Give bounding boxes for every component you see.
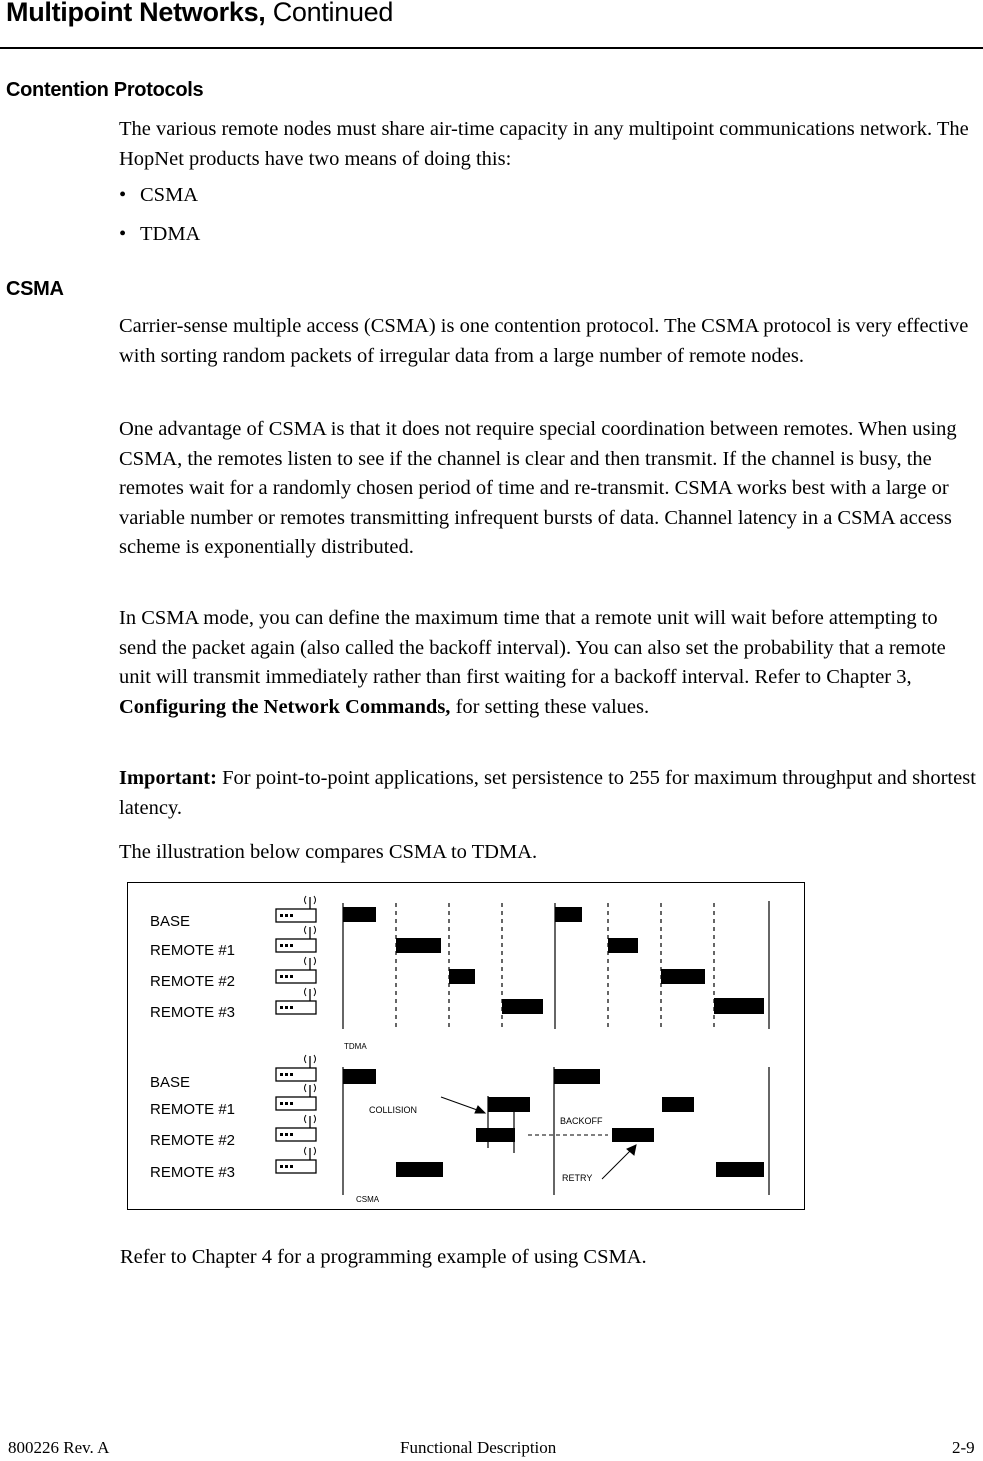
radio-unit-icon (276, 1147, 316, 1173)
header-rule (0, 47, 983, 49)
collision-arrow (441, 1097, 480, 1111)
paragraph-illustration-intro: The illustration below compares CSMA to TDMA. (119, 841, 538, 863)
csma-packet-remote2-retry (612, 1128, 654, 1142)
tdma-slot-remote2 (449, 969, 475, 984)
header-title-rest: Continued (265, 0, 394, 27)
bullet-dot-icon: • (119, 184, 127, 206)
csma-mode-text-end: for setting these values. (450, 695, 650, 718)
collision-label: COLLISION (369, 1105, 418, 1115)
csma-row-label: REMOTE #2 (150, 1132, 236, 1149)
collision-arrowhead (475, 1106, 485, 1113)
important-text: For point-to-point applications, set persistence to 255 for maximum throughput and shortest latency. (119, 767, 976, 819)
tdma-row-label: REMOTE #2 (150, 973, 236, 990)
paragraph-csma-advantage: One advantage of CSMA is that it does not require special coordination between remotes. When using CSMA, the remotes listen to see if the channel is clear and then transmit. If the channel is busy, the remotes wait for a randomly chosen period of time and re-transmit. CSMA works best with a large or variable number or remotes transmitting infrequent bursts of data. Channel latency in a CSMA access scheme is exponentially distributed. (119, 418, 957, 558)
radio-unit-icon (276, 988, 316, 1014)
csma-packet-remote3 (396, 1162, 443, 1177)
tdma-slot-base (555, 907, 582, 922)
header-title-bold: Multipoint Networks, (6, 0, 266, 27)
tdma-slot-base (343, 907, 376, 922)
csma-packet-remote1 (662, 1097, 694, 1112)
bullet-text: TDMA (140, 223, 201, 245)
radio-unit-icon (276, 957, 316, 983)
csma-packet-remote1 (488, 1097, 530, 1112)
csma-tdma-figure (127, 882, 805, 1210)
retry-label: RETRY (562, 1173, 593, 1183)
paragraph-important (119, 764, 977, 823)
csma-caption: CSMA (356, 1195, 380, 1204)
bullet-item (119, 223, 200, 246)
paragraph-chapter4-reference: Refer to Chapter 4 for a programming example of using CSMA. (120, 1246, 647, 1268)
tdma-row-label: REMOTE #1 (150, 942, 236, 959)
footer-page-number: 2-9 (952, 1438, 975, 1457)
retry-arrowhead (627, 1145, 636, 1155)
csma-row-label: REMOTE #1 (150, 1101, 236, 1118)
tdma-slot-remote1 (396, 938, 441, 953)
bullet-text: CSMA (140, 184, 199, 206)
csma-mode-text: In CSMA mode, you can define the maximum time that a remote unit will wait before attempting to send the packet again (also called the backoff interval). You can also set the probability that a remote unit will transmit immediately rather than first waiting for a backoff interval. Refer to Chapter 3, (119, 607, 946, 688)
important-label: Important: (119, 767, 217, 789)
retry-arrow (602, 1148, 633, 1179)
radio-unit-icon (276, 896, 316, 922)
tdma-slot-remote1 (608, 938, 638, 953)
tdma-row-label: REMOTE #3 (150, 1004, 236, 1021)
bullet-item (119, 184, 198, 207)
paragraph-csma-definition: Carrier-sense multiple access (CSMA) is one contention protocol. The CSMA protocol is very effective with sorting random packets of irregular data from a large number of remote nodes. (119, 315, 969, 367)
tdma-slot-remote3 (714, 998, 764, 1014)
page-header (6, 0, 393, 28)
footer-section-title: Functional Description (400, 1438, 557, 1457)
csma-packet-base (554, 1069, 600, 1084)
heading-csma: CSMA (6, 278, 64, 300)
csma-packet-remote2 (476, 1128, 515, 1142)
heading-contention-protocols: Contention Protocols (6, 79, 204, 101)
csma-row-label: BASE (150, 1074, 191, 1091)
radio-unit-icon (276, 1084, 316, 1110)
footer-doc-number: 800226 Rev. A (8, 1438, 110, 1457)
tdma-slot-remote2 (661, 969, 705, 984)
csma-row-label: REMOTE #3 (150, 1164, 236, 1181)
bullet-dot-icon: • (119, 223, 127, 245)
tdma-caption: TDMA (344, 1042, 367, 1051)
backoff-label: BACKOFF (560, 1116, 603, 1126)
csma-packet-base (343, 1069, 376, 1084)
tdma-slots (343, 907, 764, 1014)
radio-unit-icon (276, 1055, 316, 1081)
tdma-row-label: BASE (150, 913, 191, 930)
radio-unit-icon (276, 1115, 316, 1141)
paragraph-csma-mode (119, 604, 977, 722)
csma-arrows (441, 1097, 636, 1179)
paragraph-intro: The various remote nodes must share air-time capacity in any multipoint communications network. The HopNet products have two means of doing this: (119, 118, 969, 170)
csma-packet-remote3 (716, 1162, 764, 1177)
radio-icons (276, 896, 316, 1173)
tdma-slot-remote3 (502, 999, 543, 1014)
radio-unit-icon (276, 926, 316, 952)
chapter-reference: Configuring the Network Commands, (119, 695, 451, 718)
